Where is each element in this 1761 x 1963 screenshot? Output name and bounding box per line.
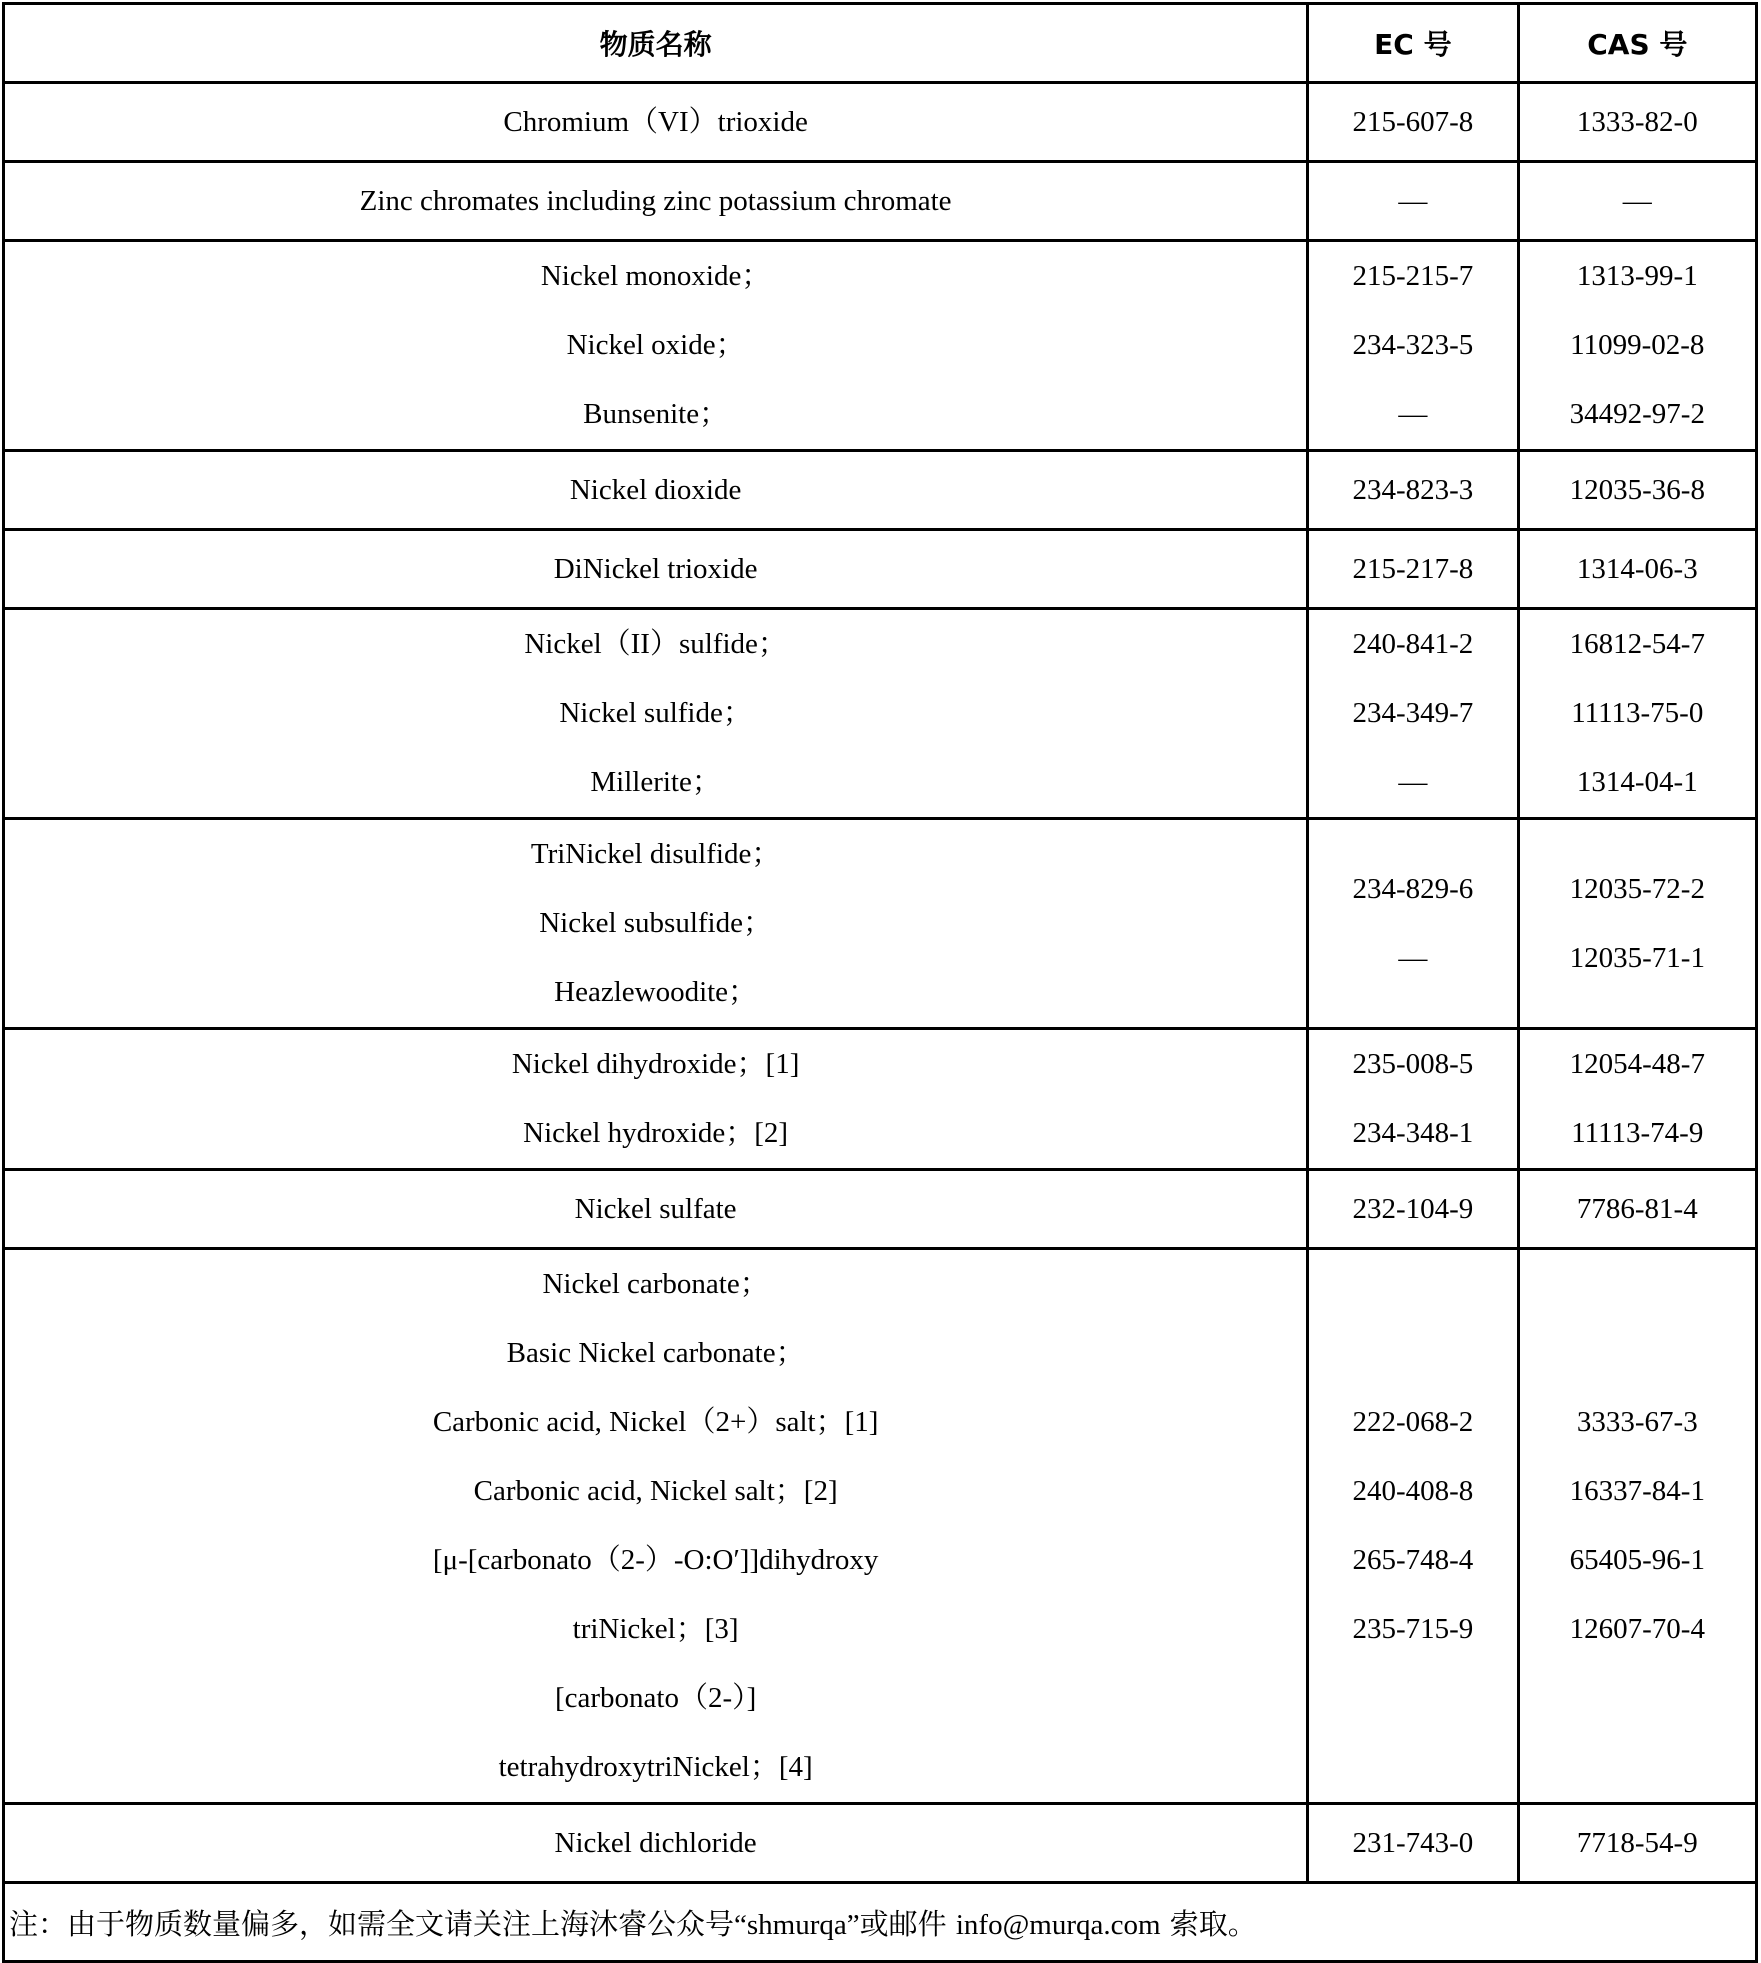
ec-number: 231-743-0 <box>1352 1826 1474 1859</box>
ec-number: 234-829-6 <box>1352 872 1474 905</box>
substance-name: [carbonato（2-）] <box>554 1682 757 1714</box>
ec-number-cell <box>1308 83 1518 162</box>
note-suffix: 索取。 <box>1160 1906 1257 1941</box>
substance-name: Carbonic acid, Nickel salt；[2] <box>473 1475 838 1507</box>
substance-name-cell <box>4 819 1308 1029</box>
ec-number-cell <box>1308 1804 1518 1883</box>
ec-number: 235-715-9 <box>1352 1613 1474 1645</box>
table-row <box>4 162 1757 241</box>
ec-number: 215-607-8 <box>1352 105 1474 138</box>
cas-number: 65405-96-1 <box>1569 1544 1705 1576</box>
substance-name: Bunsenite； <box>583 398 729 430</box>
cas-number: 1314-06-3 <box>1576 552 1698 585</box>
ec-number-cell <box>1308 609 1518 819</box>
substance-name: Nickel dichloride <box>554 1826 757 1859</box>
substance-name-cell <box>4 530 1308 609</box>
substance-name: [μ-[carbonato（2-）-O:O′]]dihydroxy <box>432 1544 879 1576</box>
cas-number: 3333-67-3 <box>1576 1406 1698 1438</box>
substance-name: Millerite； <box>590 766 721 798</box>
ec-number-cell <box>1308 1170 1518 1249</box>
substance-name-cell <box>4 1170 1308 1249</box>
substance-name-cell <box>4 1804 1308 1883</box>
table-row <box>4 451 1757 530</box>
cas-number-cell <box>1518 819 1756 1029</box>
substance-name: triNickel；[3] <box>572 1613 739 1645</box>
ec-number: — <box>1398 766 1428 798</box>
note-account: “shmurqa” <box>734 1908 860 1941</box>
substance-name-cell <box>4 1029 1308 1170</box>
ec-number: 215-215-7 <box>1352 260 1474 292</box>
table-row <box>4 1170 1757 1249</box>
ec-number: 234-823-3 <box>1352 473 1474 506</box>
cas-number: 7718-54-9 <box>1576 1826 1698 1859</box>
note-row <box>4 1883 1757 1962</box>
ec-number: 240-841-2 <box>1352 628 1474 660</box>
cas-number-cell <box>1518 530 1756 609</box>
substance-name: Basic Nickel carbonate； <box>506 1337 805 1369</box>
ec-number: 234-348-1 <box>1352 1117 1474 1149</box>
substance-name: Nickel dihydroxide；[1] <box>511 1048 800 1080</box>
table-row <box>4 241 1757 451</box>
ec-number-cell <box>1308 819 1518 1029</box>
ec-number: 235-008-5 <box>1352 1048 1474 1080</box>
substance-name-cell <box>4 1249 1308 1804</box>
ec-number: 232-104-9 <box>1352 1192 1474 1225</box>
substance-name: Nickel oxide； <box>566 329 745 361</box>
ec-number-cell <box>1308 1029 1518 1170</box>
cas-number: 1333-82-0 <box>1576 105 1698 138</box>
table-row <box>4 1249 1757 1804</box>
substance-name: Carbonic acid, Nickel（2+）salt；[1] <box>432 1406 879 1438</box>
cas-number: — <box>1622 184 1652 217</box>
substance-name: Zinc chromates including zinc potassium chromate <box>359 184 952 217</box>
substance-name: Nickel（II）sulfide； <box>524 628 787 660</box>
ec-number-cell <box>1308 162 1518 241</box>
ec-number-cell <box>1308 530 1518 609</box>
substance-name: Nickel sulfide； <box>559 697 752 729</box>
ec-number: 215-217-8 <box>1352 552 1474 585</box>
cas-number: 11113-74-9 <box>1571 1117 1704 1149</box>
substance-name-cell <box>4 609 1308 819</box>
cas-number-cell <box>1518 1029 1756 1170</box>
footnote <box>4 1883 1757 1962</box>
substance-table <box>2 2 1758 1963</box>
ec-number: — <box>1398 184 1428 217</box>
cas-number-cell <box>1518 1249 1756 1804</box>
ec-number: 265-748-4 <box>1352 1544 1474 1576</box>
substance-name: Heazlewoodite； <box>554 976 758 1008</box>
substance-name-cell <box>4 241 1308 451</box>
ec-number: — <box>1398 398 1428 430</box>
cas-number: 11099-02-8 <box>1570 329 1705 361</box>
substance-name-cell <box>4 83 1308 162</box>
substance-name-cell <box>4 451 1308 530</box>
ec-number: 222-068-2 <box>1352 1406 1474 1438</box>
header-row <box>4 4 1757 83</box>
cas-number: 12607-70-4 <box>1569 1613 1705 1645</box>
cas-number-cell <box>1518 162 1756 241</box>
ec-number-cell <box>1308 241 1518 451</box>
header-cas-number: CAS 号 <box>1518 4 1756 83</box>
cas-number-cell <box>1518 241 1756 451</box>
table-row <box>4 609 1757 819</box>
cas-number: 11113-75-0 <box>1571 697 1704 729</box>
note-prefix: 注：由于物质数量偏多，如需全文请关注上海沐睿公众号 <box>9 1906 735 1941</box>
header-ec-number: EC 号 <box>1308 4 1518 83</box>
substance-name: Nickel sulfate <box>574 1192 737 1225</box>
substance-name: tetrahydroxytriNickel；[4] <box>498 1751 813 1783</box>
substance-name: TriNickel disulfide； <box>530 838 781 870</box>
table-body <box>4 83 1757 1883</box>
ec-number: 234-323-5 <box>1352 329 1474 361</box>
table-row <box>4 530 1757 609</box>
cas-number-cell <box>1518 83 1756 162</box>
cas-number: 7786-81-4 <box>1576 1192 1698 1225</box>
substance-name: Nickel hydroxide；[2] <box>523 1117 789 1149</box>
cas-number-cell <box>1518 1804 1756 1883</box>
cas-number: 12035-36-8 <box>1569 473 1705 506</box>
ec-number: 234-349-7 <box>1352 697 1474 729</box>
table-row <box>4 83 1757 162</box>
table-row <box>4 1029 1757 1170</box>
cas-number: 12054-48-7 <box>1569 1048 1705 1080</box>
ec-number: — <box>1398 941 1428 974</box>
header-substance-name: 物质名称 <box>4 4 1308 83</box>
substance-name: Nickel subsulfide； <box>539 907 772 939</box>
table-row <box>4 819 1757 1029</box>
ec-number: 240-408-8 <box>1352 1475 1474 1507</box>
cas-number: 34492-97-2 <box>1569 398 1705 430</box>
substance-name: Nickel monoxide； <box>540 260 771 292</box>
cas-number-cell <box>1518 451 1756 530</box>
substance-name: Chromium（VI）trioxide <box>503 105 808 138</box>
substance-name: DiNickel trioxide <box>553 552 758 585</box>
cas-number: 12035-72-2 <box>1569 872 1705 905</box>
note-mid: 或邮件 <box>859 1906 956 1941</box>
cas-number-cell <box>1518 1170 1756 1249</box>
cas-number: 16812-54-7 <box>1569 628 1705 660</box>
cas-number: 1313-99-1 <box>1576 260 1698 292</box>
ec-number-cell <box>1308 1249 1518 1804</box>
cas-number: 16337-84-1 <box>1569 1475 1705 1507</box>
cas-number-cell <box>1518 609 1756 819</box>
substance-name: Nickel carbonate； <box>542 1268 769 1300</box>
substance-name: Nickel dioxide <box>569 473 742 506</box>
table-row <box>4 1804 1757 1883</box>
substance-name-cell <box>4 162 1308 241</box>
note-email: info@murqa.com <box>955 1908 1161 1941</box>
ec-number-cell <box>1308 451 1518 530</box>
cas-number: 1314-04-1 <box>1576 766 1698 798</box>
cas-number: 12035-71-1 <box>1569 941 1705 974</box>
